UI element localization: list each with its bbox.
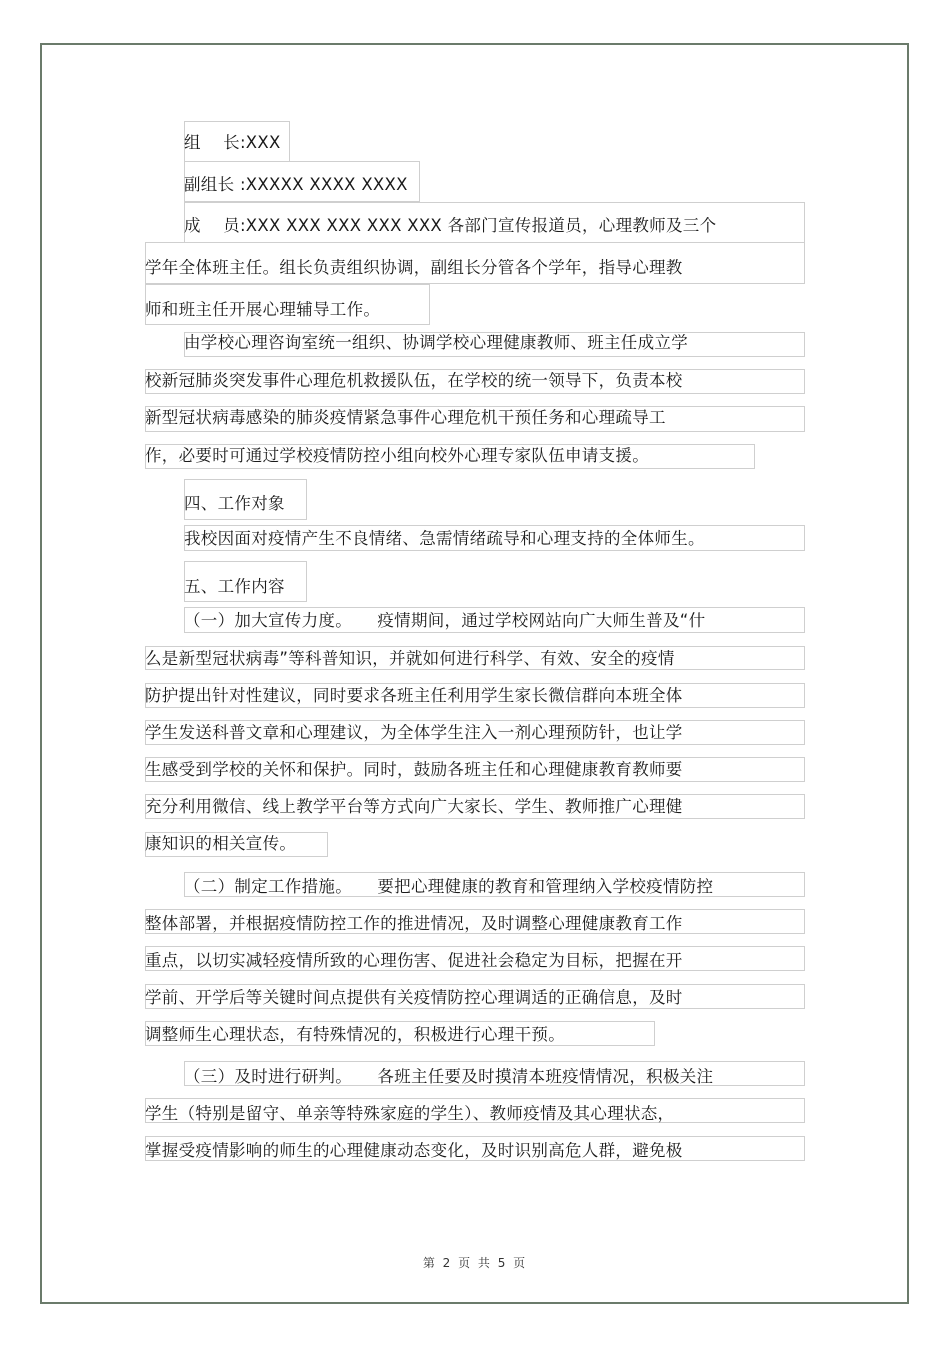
text-line: 组 长:XXX (184, 133, 281, 152)
text-line: 我校因面对疫情产生不良情绪、急需情绪疏导和心理支持的全体师生。 (184, 529, 705, 548)
text-line: 调整师生心理状态，有特殊情况的，积极进行心理干预。 (145, 1025, 565, 1044)
text-line: 五、工作内容 (184, 577, 285, 596)
text-line: 学生（特别是留守、单亲等特殊家庭的学生）、教师疫情及其心理状态， (145, 1104, 675, 1123)
text-line: 学前、开学后等关键时间点提供有关疫情防控心理调适的正确信息，及时 (145, 988, 683, 1007)
text-line: （二）制定工作措施。 要把心理健康的教育和管理纳入学校疫情防控 (184, 877, 714, 896)
text-line: 师和班主任开展心理辅导工作。 (145, 300, 381, 319)
text-line: 学生发送科普文章和心理建议，为全体学生注入一剂心理预防针，也让学 (145, 723, 683, 742)
text-line: （三）及时进行研判。 各班主任要及时摸清本班疫情情况，积极关注 (184, 1067, 714, 1086)
text-line: 四、工作对象 (184, 494, 285, 513)
text-line: 整体部署，并根据疫情防控工作的推进情况，及时调整心理健康教育工作 (145, 914, 683, 933)
text-line: 康知识的相关宣传。 (145, 834, 297, 853)
text-line: 防护提出针对性建议，同时要求各班主任利用学生家长微信群向本班全体 (145, 686, 683, 705)
text-line: 由学校心理咨询室统一组织、协调学校心理健康教师、班主任成立学 (184, 333, 688, 352)
text-line: （一）加大宣传力度。 疫情期间，通过学校网站向广大师生普及“什 (184, 611, 706, 630)
text-line: 成 员:XXX XXX XXX XXX XXX 各部门宣传报道员，心理教师及三个 (184, 216, 717, 235)
text-line: 校新冠肺炎突发事件心理危机救援队伍，在学校的统一领导下，负责本校 (145, 371, 683, 390)
text-line: 生感受到学校的关怀和保护。同时，鼓励各班主任和心理健康教育教师要 (145, 760, 683, 779)
text-line: 作，必要时可通过学校疫情防控小组向校外心理专家队伍申请支援。 (145, 446, 649, 465)
text-line: 充分利用微信、线上教学平台等方式向广大家长、学生、教师推广心理健 (145, 797, 683, 816)
text-line: 学年全体班主任。组长负责组织协调，副组长分管各个学年，指导心理教 (145, 258, 683, 277)
page-number: 第 2 页 共 5 页 (422, 1256, 528, 1270)
text-line: 副组长 :XXXXX XXXX XXXX (184, 175, 408, 194)
text-line: 掌握受疫情影响的师生的心理健康动态变化，及时识别高危人群，避免极 (145, 1141, 683, 1160)
text-line: 么是新型冠状病毒”等科普知识，并就如何进行科学、有效、安全的疫情 (145, 649, 675, 668)
text-line: 重点，以切实减轻疫情所致的心理伤害、促进社会稳定为目标，把握在开 (145, 951, 683, 970)
text-line: 新型冠状病毒感染的肺炎疫情紧急事件心理危机干预任务和心理疏导工 (145, 408, 666, 427)
